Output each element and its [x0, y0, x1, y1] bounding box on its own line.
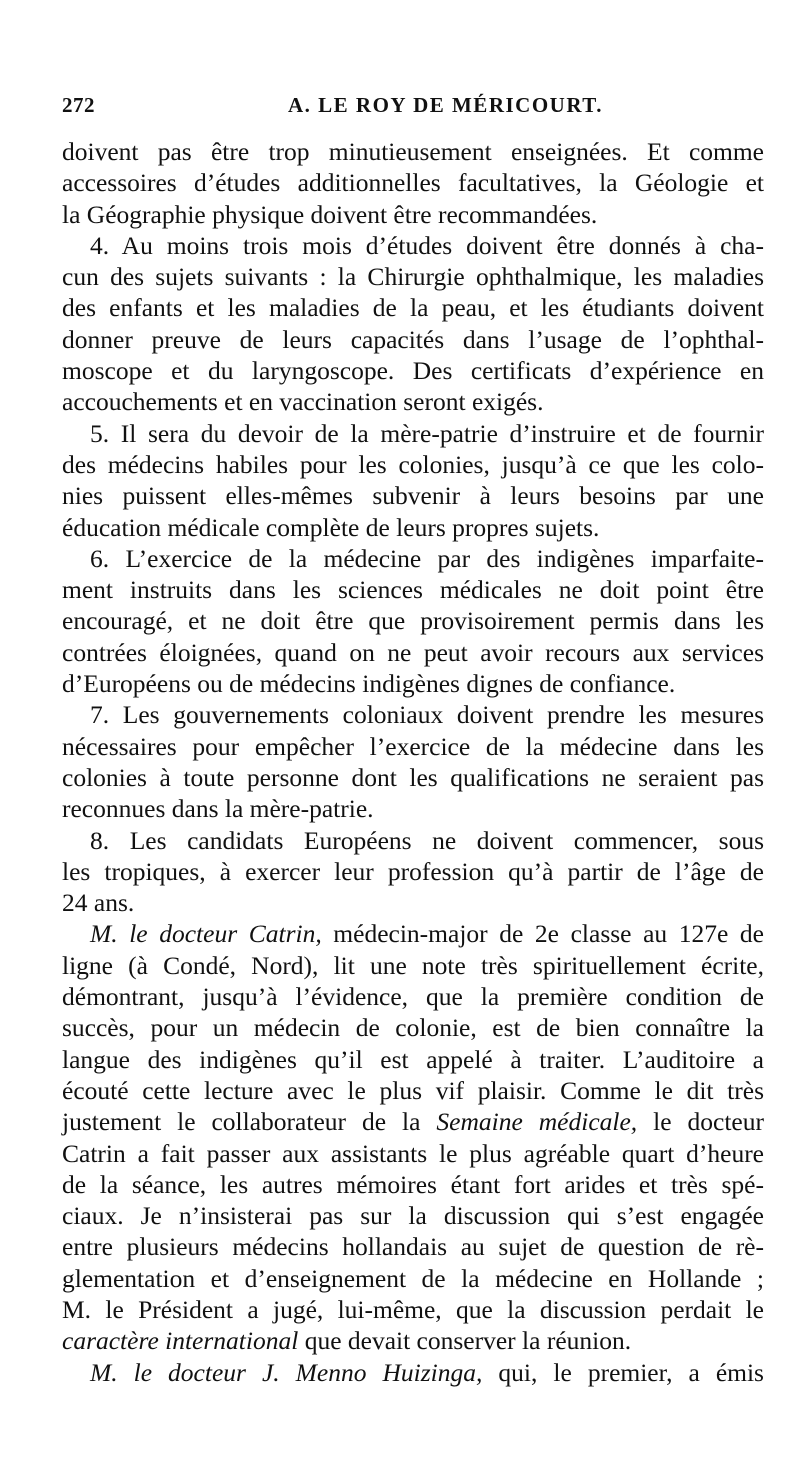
line-text: 24 ans. — [62, 888, 135, 918]
text-line — [62, 574, 764, 605]
body-text — [62, 136, 764, 1388]
text-line — [62, 230, 764, 261]
text-line — [62, 762, 764, 793]
line-text: ment instruits dans les sciences médicales ne doit point être — [62, 575, 764, 605]
text-line — [62, 668, 764, 699]
line-text: doivent pas être trop minutieusement enseignées. Et comme — [62, 137, 764, 166]
line-text: 5. Il sera du devoir de la mère-patrie d’instruire et de fournir — [90, 418, 764, 448]
line-text: ciaux. Je n’insisterai pas sur la discussion qui s’est engagée — [62, 1201, 764, 1231]
italic-text: caractère international — [62, 1326, 299, 1356]
italic-text: M. le docteur J. Menno Huizinga, — [90, 1357, 483, 1387]
text-line — [62, 605, 764, 636]
text-line — [62, 637, 764, 668]
line-text: langue des indigènes qu’il est appelé à traiter. L’auditoire a — [62, 1044, 764, 1074]
text-line — [62, 1012, 764, 1043]
text-line — [62, 136, 764, 167]
line-text: nécessaires pour empêcher l’exercice de la médecine dans les — [62, 731, 764, 761]
text-line — [62, 167, 764, 198]
text-line — [62, 1231, 764, 1262]
line-text: accessoires d’études additionnelles facultatives, la Géologie et — [62, 168, 764, 198]
running-head — [62, 93, 762, 123]
line-text: Catrin a fait passer aux assistants le plus agréable quart d’heure — [62, 1138, 764, 1168]
text-line — [62, 1357, 764, 1388]
text-line — [62, 261, 764, 292]
line-text: des enfants et les maladies de la peau, et les étudiants doivent — [62, 293, 764, 323]
line-text: de la séance, les autres mémoires étant fort arides et très spé- — [62, 1169, 764, 1199]
line-text: qui, le premier, a émis — [482, 1357, 764, 1387]
line-text: glementation et d’enseignement de la médecine en Hollande ; — [62, 1263, 764, 1293]
italic-text: Semaine médicale, — [436, 1107, 638, 1137]
line-text: succès, pour un médecin de colonie, est de bien connaître la — [62, 1013, 764, 1043]
text-line — [62, 292, 764, 323]
text-line — [62, 355, 764, 386]
line-text: ligne (à Condé, Nord), lit une note très spirituellement écrite, — [62, 950, 764, 980]
line-text: la Géographie physique doivent être recommandées. — [62, 199, 598, 229]
text-line — [62, 1263, 764, 1294]
line-text: donner preuve de leurs capacités dans l’usage de l’ophthal- — [62, 324, 764, 354]
running-title: A. LE ROY DE MÉRICOURT. — [288, 93, 603, 117]
text-line — [62, 1294, 764, 1325]
text-line — [62, 981, 764, 1012]
text-line — [62, 1106, 764, 1137]
text-line — [62, 324, 764, 355]
line-text: accouchements et en vaccination seront exigés. — [62, 387, 544, 417]
text-line — [62, 856, 764, 887]
line-text: justement le collaborateur de la — [62, 1107, 437, 1137]
line-text: 8. Les candidats Européens ne doivent commencer, sous — [90, 825, 764, 855]
line-text: encouragé, et ne doit être que provisoirement permis dans les — [62, 606, 764, 636]
text-line — [62, 386, 764, 417]
text-line — [62, 887, 764, 918]
text-line — [62, 1138, 764, 1169]
line-text: 6. L’exercice de la médecine par des indigènes imparfaite- — [90, 543, 764, 573]
text-line — [62, 950, 764, 981]
line-text: M. le Président a jugé, lui-même, que la discussion perdait le — [62, 1294, 764, 1324]
text-line — [62, 418, 764, 449]
line-text: médecin-major de 2e classe au 127e de — [321, 919, 764, 949]
text-line — [62, 480, 764, 511]
text-line — [62, 793, 764, 824]
line-text: nies puissent elles-mêmes subvenir à leurs besoins par une — [62, 481, 764, 511]
text-line — [62, 543, 764, 574]
text-line — [62, 825, 764, 856]
line-text: des médecins habiles pour les colonies, jusqu’à ce que les colo- — [62, 449, 764, 479]
text-line — [62, 512, 764, 543]
line-text: entre plusieurs médecins hollandais au sujet de question de rè- — [62, 1232, 764, 1262]
text-line — [62, 1075, 764, 1106]
line-text: 7. Les gouvernements coloniaux doivent prendre les mesures — [90, 700, 764, 730]
line-text: reconnues dans la mère-patrie. — [62, 794, 374, 824]
page-number: 272 — [62, 93, 95, 117]
line-text: contrées éloignées, quand on ne peut avoir recours aux services — [62, 637, 764, 667]
line-text: d’Européens ou de médecins indigènes dignes de confiance. — [62, 669, 676, 699]
line-text: 4. Au moins trois mois d’études doivent être donnés à cha- — [90, 230, 764, 260]
line-text: les tropiques, à exercer leur profession qu’à partir de l’âge de — [62, 856, 764, 886]
text-line — [62, 1200, 764, 1231]
italic-text: M. le docteur Catrin, — [90, 919, 322, 949]
line-text: que devait conserver la réunion. — [298, 1326, 632, 1356]
line-text: colonies à toute personne dont les qualifications ne seraient pas — [62, 762, 764, 792]
line-text: moscope et du laryngoscope. Des certificats d’expérience en — [62, 356, 764, 386]
text-line — [62, 699, 764, 730]
line-text: écouté cette lecture avec le plus vif plaisir. Comme le dit très — [62, 1075, 764, 1105]
text-line — [62, 731, 764, 762]
text-line — [62, 918, 764, 949]
text-line — [62, 1169, 764, 1200]
text-line — [62, 449, 764, 480]
text-line — [62, 199, 764, 230]
line-text: le docteur — [637, 1107, 764, 1137]
line-text: éducation médicale complète de leurs propres sujets. — [62, 512, 600, 542]
text-line — [62, 1325, 764, 1356]
text-line — [62, 1044, 764, 1075]
line-text: démontrant, jusqu’à l’évidence, que la première condition de — [62, 982, 764, 1012]
line-text: cun des sujets suivants : la Chirurgie ophthalmique, les maladies — [62, 262, 764, 292]
